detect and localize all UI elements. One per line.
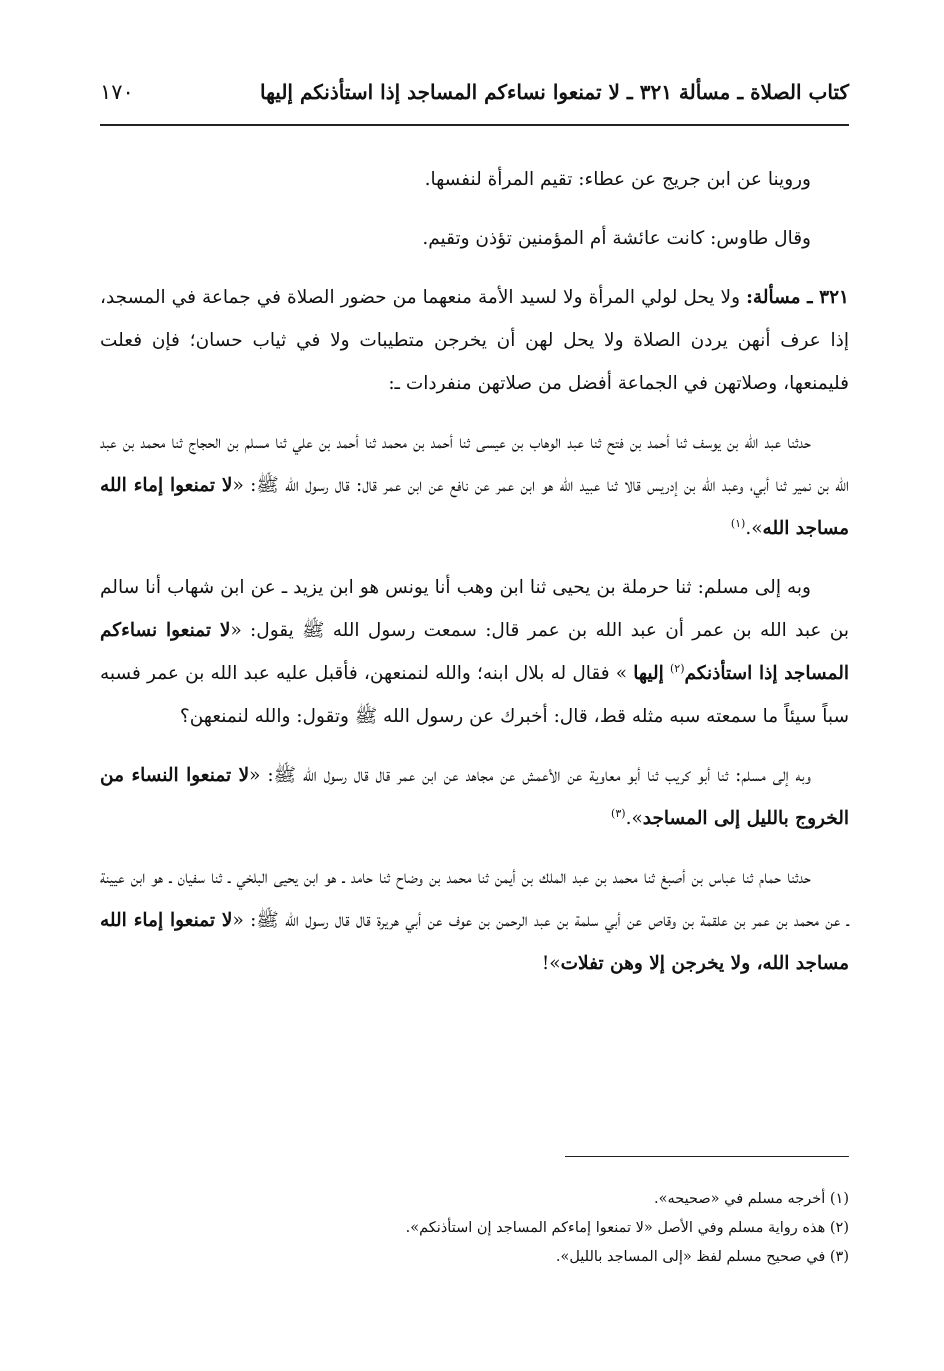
footnotes	[100, 1185, 849, 1272]
paragraph-4	[100, 421, 849, 550]
footnote-2: (٢) هذه رواية مسلم وفي الأصل «لا تمنعوا إماءكم المساجد إن استأذنكم».	[405, 1220, 849, 1236]
footnote-rule	[565, 1156, 849, 1157]
paragraph-5-text-2: » فقال له بلال ابنه؛ والله لنمنعهن، فأقبل عليه عبد الله بن عمر فسبه سباً سيئاً ما سمعته سبه مثله قط، قال: أخبرك عن رسول الله ﷺ وتقول: والله لنمنعهن؟	[100, 663, 849, 727]
hadith-quote-3: لا تمنعوا النساء من الخروج بالليل إلى المساجد	[100, 765, 849, 829]
paragraph-2	[100, 217, 849, 260]
paragraph-5-text: وبه إلى مسلم: ثنا حرملة بن يحيى ثنا ابن وهب أنا يونس هو ابن يزيد ـ عن ابن شهاب أنا سالم بن عبد الله بن عمر أن عبد الله بن عمر قال: سمعت رسول الله ﷺ يقول: «	[100, 577, 849, 641]
footnote-ref-3: (٣)	[611, 806, 626, 820]
paragraph-7-end: »!	[541, 953, 561, 974]
paragraph-1	[100, 158, 849, 201]
paragraph-2-text: وقال طاوس: كانت عائشة أم المؤمنين تؤذن وتقيم.	[422, 228, 811, 249]
footnote-3: (٣) في صحيح مسلم لفظ «إلى المساجد بالليل».	[555, 1249, 849, 1265]
paragraph-6	[100, 754, 849, 840]
paragraph-4-text: حدثنا عبد الله بن يوسف ثنا أحمد بن فتح ثنا عبد الوهاب بن عيسى ثنا أحمد بن محمد ثنا أحمد بن علي ثنا مسلم بن الحجاج ثنا محمد بن عبد الله بن نمير ثنا أبي، وعبد الله بن إدريس قالا ثنا عبيد الله هو ابن عمر عن نافع عن ابن عمر قال: قال رسول الله ﷺ: «	[100, 432, 849, 496]
hadith-quote-2-end: إليها	[633, 663, 664, 684]
paragraph-6-text: وبه إلى مسلم: ثنا أبو كريب ثنا أبو معاوية عن الأعمش عن مجاهد عن ابن عمر قال قال رسول الله ﷺ: «	[249, 765, 811, 786]
header-rule	[100, 124, 849, 126]
paragraph-7	[100, 856, 849, 985]
issue-321	[100, 276, 849, 405]
main-text	[100, 158, 849, 1001]
paragraph-1-text: وروينا عن ابن جريج عن عطاء: تقيم المرأة لنفسها.	[424, 169, 811, 190]
paragraph-4-end: ».	[745, 518, 763, 539]
footnote-ref-1: (١)	[730, 516, 746, 530]
hadith-quote-2: لا تمنعوا نساءكم المساجد إذا استأذنكم	[100, 620, 849, 684]
paragraph-7-text: حدثنا حمام ثنا عباس بن أصبغ ثنا محمد بن عبد الملك بن أيمن ثنا محمد بن وضاح ثنا حامد ـ هو ابن يحيى البلخي ـ ثنا سفيان ـ هو ابن عيينة ـ عن محمد بن عمر بن علقمة بن وقاص عن أبي سلمة بن عبد الرحمن بن عوف عن أبي هريرة قال قال رسول الله ﷺ: «	[100, 867, 849, 931]
paragraph-6-end: ».	[625, 808, 643, 829]
issue-text: ولا يحل لولي المرأة ولا لسيد الأمة منعهما من حضور الصلاة في جماعة في المسجد، إذا عرف أنهن يردن الصلاة ولا يحل لهن أن يخرجن متطيبات ولا في ثياب حسان؛ فإن فعلت فليمنعها، وصلاتهن في الجماعة أفضل من صلاتهن منفردات ـ:	[100, 287, 849, 394]
page-number: ١٧٠	[100, 80, 134, 104]
hadith-quote-4: لا تمنعوا إماء الله مساجد الله، ولا يخرجن إلا وهن تفلات	[100, 910, 849, 974]
footnote-1: (١) أخرجه مسلم في «صحيحه».	[654, 1191, 849, 1207]
hadith-quote-1: لا تمنعوا إماء الله مساجد الله	[100, 475, 849, 539]
issue-heading: ٣٢١ ـ مسألة:	[746, 287, 849, 308]
header-title: كتاب الصلاة ـ مسألة ٣٢١ ـ لا تمنعوا نساءكم المساجد إذا استأذنكم إليها	[259, 80, 849, 104]
running-header	[100, 72, 849, 112]
footnote-ref-2: (٢)	[669, 661, 685, 675]
paragraph-5	[100, 566, 849, 738]
